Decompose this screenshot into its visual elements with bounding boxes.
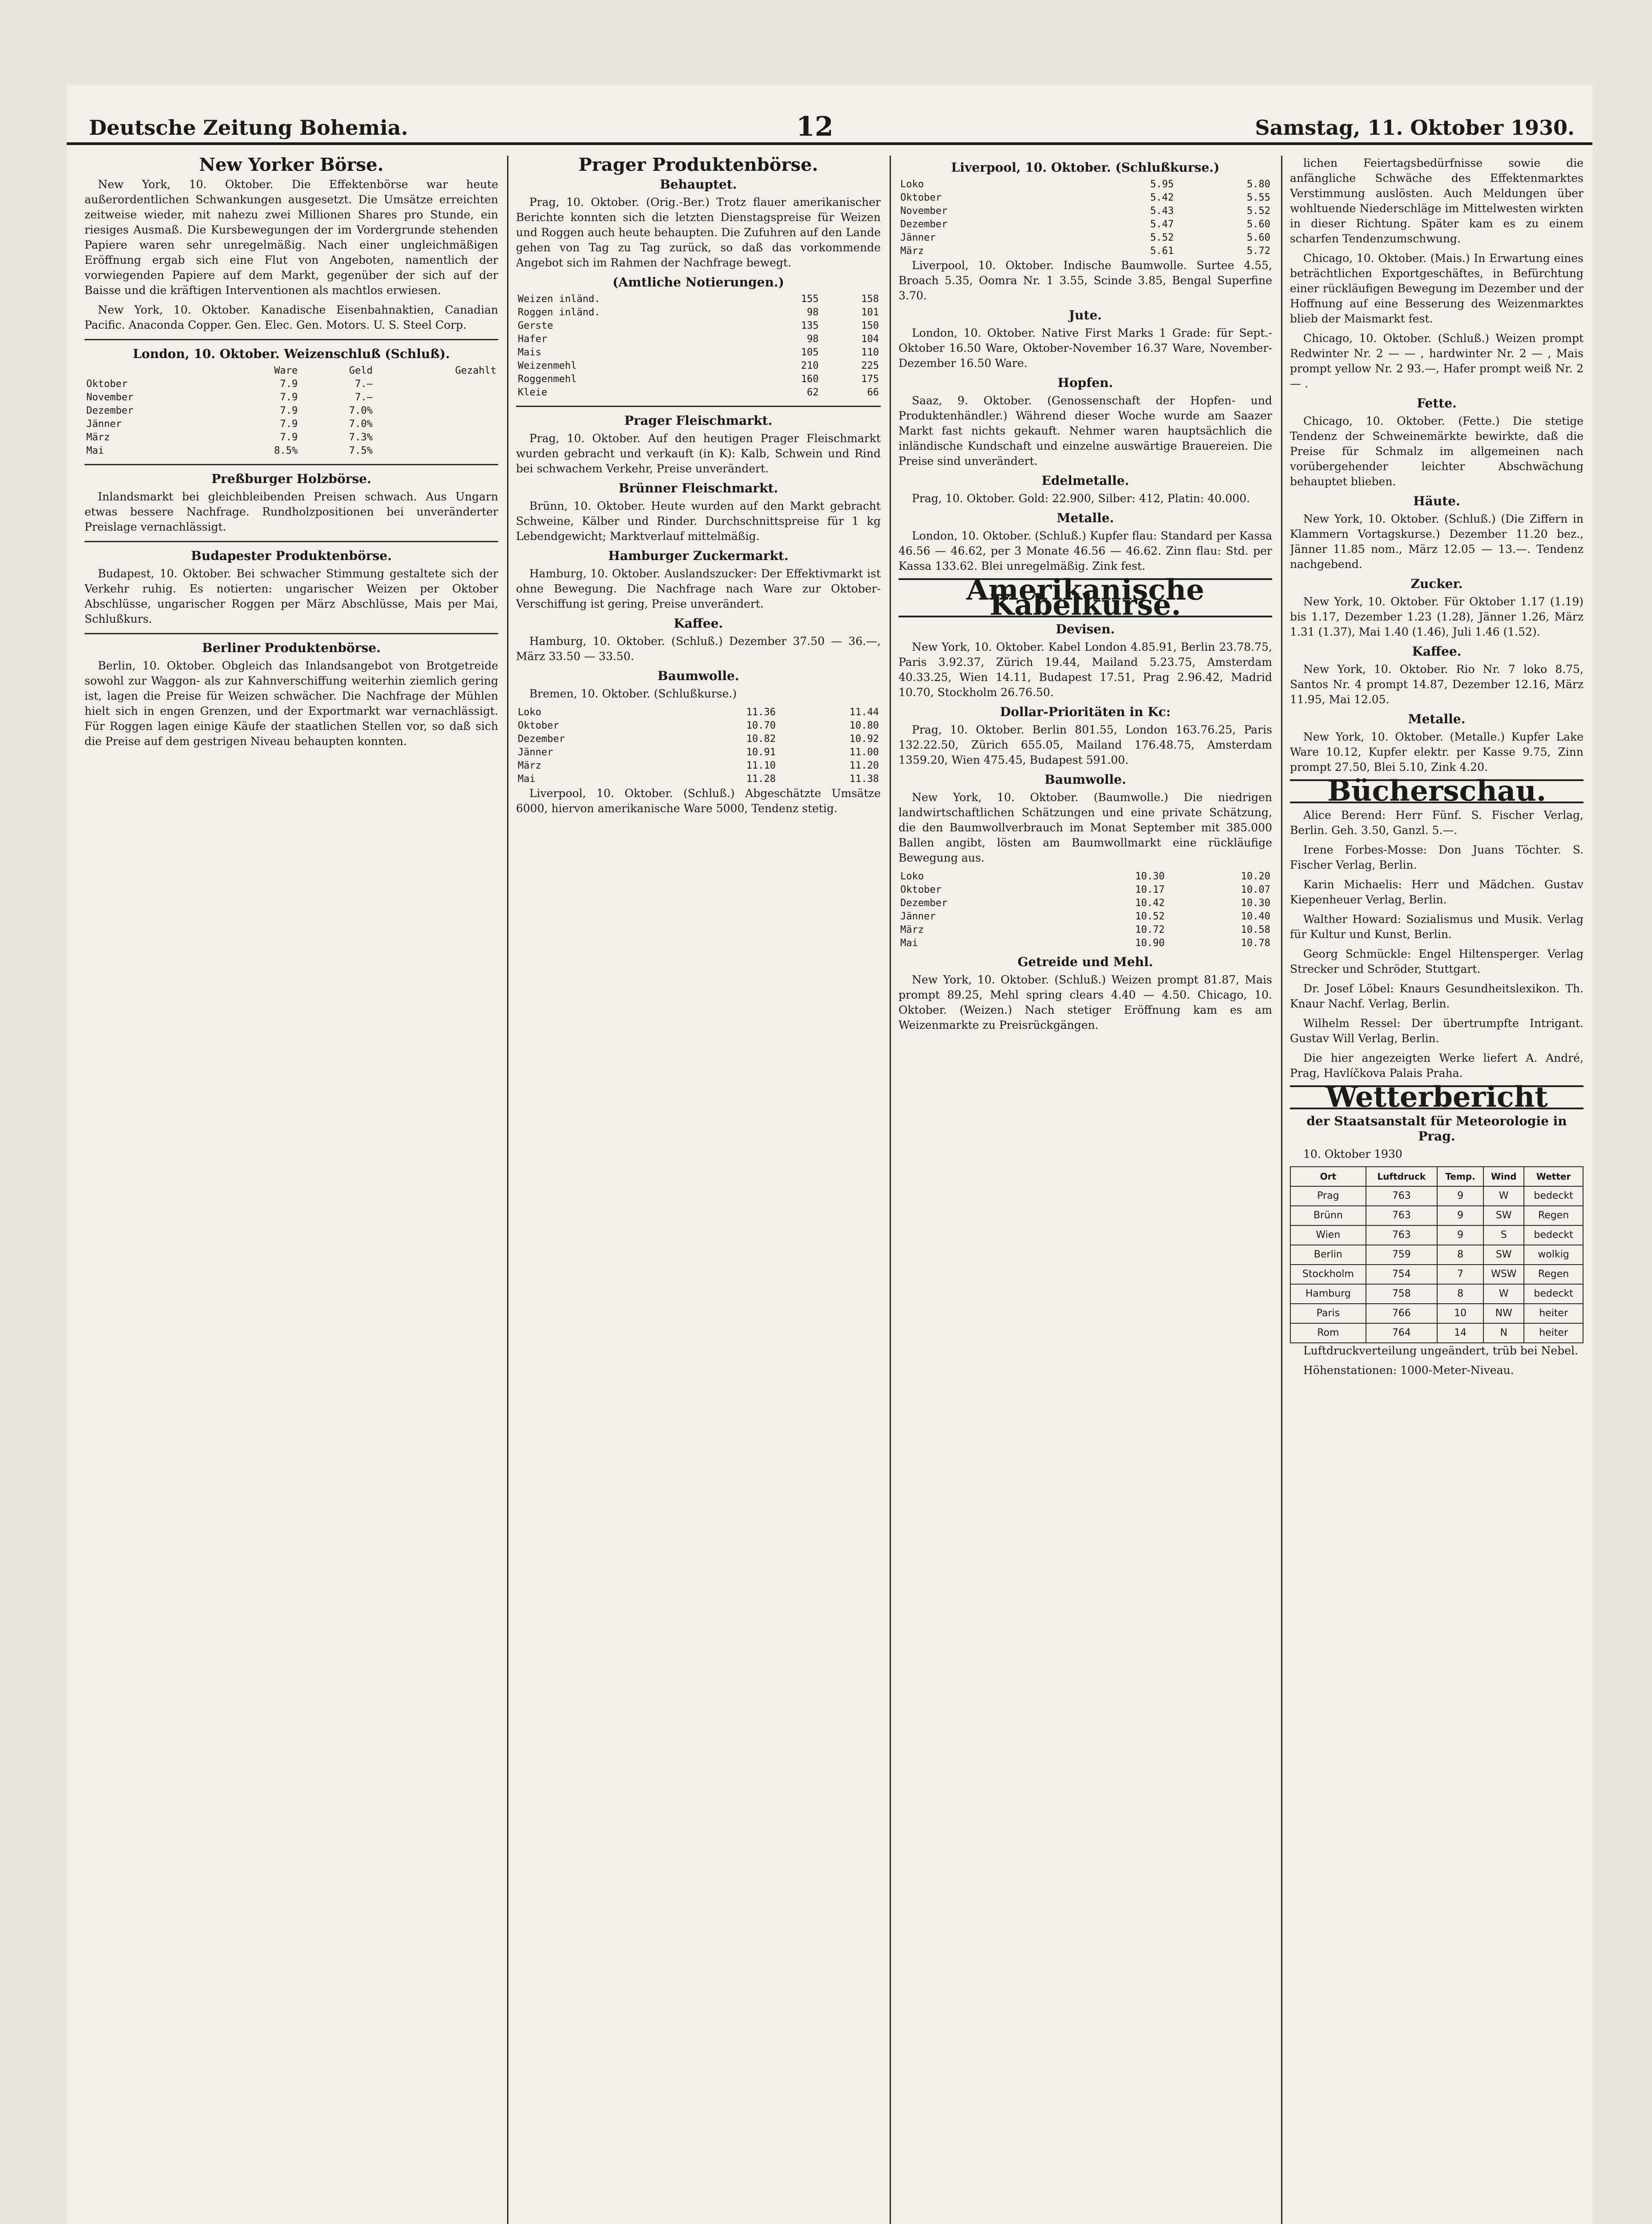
berlin-title: Berliner Produktenbörse. [202, 641, 381, 655]
pressburg-text: Inlandsmarkt bei gleichbleibenden Preisen schwach. Aus Ungarn etwas bessere Nachfrage. Rundholzpositionen bei unveränderter Preislage vernachlässigt. [85, 490, 498, 533]
book-entry: Walther Howard: Sozialismus und Musik. Verlag für Kultur und Kunst, Berlin. [1290, 913, 1584, 941]
liverpool-text: Liverpool, 10. Oktober. (Schluß.) Abgeschätzte Umsätze 6000, hiervon amerikanische Ware 5000, Tendenz stetig. [516, 787, 881, 815]
weather-note: Luftdruckverteilung ungeändert, trüb bei Nebel. [1303, 1344, 1578, 1357]
table-row: Hamburg 758 8 W bedeckt [1290, 1284, 1583, 1304]
table-row: Loko 11.36 11.44 [518, 707, 879, 718]
coffee-ny-text: New York, 10. Oktober. Rio Nr. 7 loko 8.75, Santos Nr. 4 prompt 14.87, Dezember 12.16, März 11.95, Mai 12.05. [1290, 663, 1584, 706]
metals-text: London, 10. Oktober. (Schluß.) Kupfer flau: Standard per Kassa 46.56 — 46.62, per 3 Monate 46.56 — 46.62. Zinn flau: Std. per Kassa 133.62. Blei unregelmäßig. Zink fest. [899, 529, 1272, 572]
table-row: Mais 105 110 [518, 347, 879, 358]
book-entry: Dr. Josef Löbel: Knaurs Gesundheitslexikon. Th. Knaur Nachf. Verlag, Berlin. [1290, 982, 1584, 1010]
table-row: Loko 10.30 10.20 [900, 871, 1270, 882]
ny-cotton-table [899, 870, 1272, 950]
table-row: Oktober 7.9 7.— [86, 379, 373, 390]
table-row: Roggenmehl 160 175 [518, 374, 879, 385]
budapest-text: Budapest, 10. Oktober. Bei schwacher Stimmung gestaltete sich der Verkehr ruhig. Es notierten: ungarischer Weizen per Oktober Abschlüsse, ungarischer Roggen per März Abschlüsse, Mais per Mai, Schlußkurs. [85, 567, 498, 625]
table-row: Prag 763 9 W bedeckt [1290, 1186, 1583, 1206]
table-row: Jänner 10.52 10.40 [900, 911, 1270, 922]
table-row: Kleie 62 66 [518, 387, 879, 398]
book-entry: Wilhelm Ressel: Der übertrumpfte Intrigant. Gustav Will Verlag, Berlin. [1290, 1017, 1584, 1045]
precious-metals-title: Edelmetalle. [1041, 473, 1129, 488]
liverpool-table [899, 178, 1272, 258]
prague-produce-subtitle: Behauptet. [660, 177, 737, 192]
book-review-title: Bücherschau. [1290, 779, 1584, 803]
fats-title: Fette. [1417, 396, 1457, 411]
american-cable-rates-title: Amerikanische Kabelkurse. [899, 578, 1272, 617]
table-row: Weizen inländ. 155 158 [518, 294, 879, 305]
cotton-head: Bremen, 10. Oktober. (Schlußkurse.) [529, 687, 737, 700]
hops-title: Hopfen. [1057, 375, 1113, 390]
table-row: Stockholm 754 7 WSW Regen [1290, 1265, 1583, 1284]
table-row: Dezember 5.47 5.60 [900, 219, 1270, 230]
ny-exchange-text: New York, 10. Oktober. Die Effektenbörse war heute außerordentlichen Schwankungen ausgesetzt. Die Umsätze erreichten zeitweise wieder, mit nahezu zwei Millionen Shares pro Stunde, ein riesiges Ausmaß. Die Kursbewegungen der im Vordergrunde stehenden Papiere waren sehr unregelmäßig. Nach einer ungleichmäßigen Eröffnung ergab sich eine Flut von Angeboten, namentlich der vorwiegenden Papiere auf dem Markt, gegenüber der sich auf der Baisse und die kräftigen Interventionen als machtlos erwiesen. [85, 178, 498, 297]
hops-text: Saaz, 9. Oktober. (Genossenschaft der Hopfen- und Produktenhändler.) Während dieser Woche wurde am Saazer Markt fast nichts gekauft. Nehmer waren hauptsächlich die inländische Kundschaft und einzelne auswärtige Brauereien. Die Preise sind unverändert. [899, 394, 1272, 467]
weather-date: 10. Oktober 1930 [1303, 1148, 1402, 1160]
metals-ny-text: New York, 10. Oktober. (Metalle.) Kupfer Lake Ware 10.12, Kupfer elektr. per Kasse 9.75, Zinn prompt 27.50, Blei 5.10, Zink 4.20. [1290, 730, 1584, 774]
prague-quotes-table [516, 293, 881, 399]
table-row: Jänner 7.9 7.0% [86, 419, 373, 430]
precious-metals-text: Prag, 10. Oktober. Gold: 22.900, Silber: 412, Platin: 40.000. [912, 492, 1250, 505]
devisen-title: Devisen. [1056, 622, 1115, 637]
prague-meat-title: Prager Fleischmarkt. [624, 413, 773, 428]
table-row: März 5.61 5.72 [900, 246, 1270, 257]
brno-meat-text: Brünn, 10. Oktober. Heute wurden auf den Markt gebracht Schweine, Kälber und Rinder. Durchschnittspreise für 1 kg Lebendgewicht; Marktverlauf mittelmäßig. [516, 500, 881, 543]
devisen-text: New York, 10. Oktober. Kabel London 4.85.91, Berlin 23.78.75, Paris 3.92.37, Zürich 19.44, Mailand 5.23.75, Amsterdam 40.33.25, Wien 14.11, Budapest 17.51, Prag 2.96.42, Madrid 10.70, Stockholm 26.76.50. [899, 641, 1272, 699]
table-row: Dezember 10.42 10.30 [900, 898, 1270, 909]
book-entry: Karin Michaelis: Herr und Mädchen. Gustav Kiepenheuer Verlag, Berlin. [1290, 878, 1584, 906]
table-row: Weizenmehl 210 225 [518, 360, 879, 371]
book-entry: Alice Berend: Herr Fünf. S. Fischer Verlag, Berlin. Geh. 3.50, Ganzl. 5.—. [1290, 809, 1584, 837]
indian-cotton-text: Liverpool, 10. Oktober. Indische Baumwolle. Surtee 4.55, Broach 5.35, Oomra Nr. 1 3.55, Scinde 3.85, Bengal Superfine 3.70. [899, 259, 1272, 302]
table-row: November 5.43 5.52 [900, 205, 1270, 217]
dollar-title: Dollar-Prioritäten in Kc: [1000, 705, 1171, 719]
prague-meat-text: Prag, 10. Oktober. Auf den heutigen Prager Fleischmarkt wurden gebracht und verkauft (in K): Kalb, Schwein und Rind bei schwachem Verkehr, Preise unverändert. [516, 432, 881, 475]
prague-produce-title: Prager Produktenbörse. [578, 156, 818, 175]
hides-title: Häute. [1413, 494, 1460, 508]
bremen-cotton-table [516, 706, 881, 786]
coffee-ny-title: Kaffee. [1412, 644, 1462, 659]
hamburg-sugar-text: Hamburg, 10. Oktober. Auslandszucker: Der Effektivmarkt ist ohne Bewegung. Die Nachfrage nach Ware zur Oktober-Verschiffung ist gering, Preise unverändert. [516, 567, 881, 610]
table-row: Hafer 98 104 [518, 334, 879, 345]
table-row: Paris 766 10 NW heiter [1290, 1304, 1583, 1323]
grain-text: New York, 10. Oktober. (Schluß.) Weizen prompt 81.87, Mais prompt 89.25, Mehl spring clears 4.40 — 4.50. Chicago, 10. Oktober. (Weizen.) Nach stetiger Eröffnung kam es am Weizenmarkte zu Preisrückgängen. [899, 973, 1272, 1031]
table-row: Berlin 759 8 SW wolkig [1290, 1245, 1583, 1265]
column-2 [516, 156, 881, 2224]
column-4 [1290, 156, 1584, 2224]
masthead [67, 111, 1592, 145]
metals-title: Metalle. [1056, 511, 1114, 525]
table-row: Wien 763 9 S bedeckt [1290, 1225, 1583, 1245]
cotton-ny-text: New York, 10. Oktober. (Baumwolle.) Die niedrigen landwirtschaftlichen Schätzungen und eine private Schätzung, die den Baumwollverbrauch im Monat September mit 385.000 Ballen angibt, lösten am Baumwollmarkt eine rückläufige Bewegung aus. [899, 791, 1272, 864]
chicago-close-text: Chicago, 10. Oktober. (Schluß.) Weizen prompt Redwinter Nr. 2 — — , hardwinter Nr. 2 — , Mais prompt yellow Nr. 2 93.—, Hafer prompt weiß Nr. 2 — . [1290, 332, 1584, 390]
book-entry: Irene Forbes-Mosse: Don Juans Töchter. S. Fischer Verlag, Berlin. [1290, 843, 1584, 871]
weather-subtitle: der Staatsanstalt für Meteorologie in Prag. [1306, 1114, 1567, 1144]
coffee-text: Hamburg, 10. Oktober. (Schluß.) Dezember 37.50 — 36.—, März 33.50 — 33.50. [516, 635, 881, 663]
table-row: Dezember 7.9 7.0% [86, 405, 373, 416]
table-row: Oktober 10.70 10.80 [518, 720, 879, 731]
table-row: Oktober 5.42 5.55 [900, 192, 1270, 203]
cotton-title: Baumwolle. [657, 669, 739, 683]
table-row: Mai 10.90 10.78 [900, 938, 1270, 949]
weather-table: Ort Luftdruck Temp. Wind Wetter Prag 763 9 W bedeckt Brünn 763 9 SW Regen Wien 763 9 S bedeckt Berlin 759 8 SW wolkig Stockholm 754 7 WSW Regen Hamburg 758 8 W bedeckt Paris 766 10 NW heiter Rom 764 14 N heiter [1290, 1166, 1584, 1343]
table-row: Rom 764 14 N heiter [1290, 1323, 1583, 1343]
sugar-title: Zucker. [1410, 576, 1463, 591]
issue-date: Samstag, 11. Oktober 1930. [1255, 116, 1575, 140]
table-row: Mai 11.28 11.38 [518, 774, 879, 785]
official-quotes-title: (Amtliche Notierungen.) [612, 275, 784, 290]
table-row: Loko 5.95 5.80 [900, 179, 1270, 190]
metals-ny-title: Metalle. [1408, 712, 1466, 726]
table-row: Jänner 10.91 11.00 [518, 747, 879, 758]
liverpool-title: Liverpool, 10. Oktober. (Schlußkurse.) [951, 160, 1220, 175]
london-title: London, 10. Oktober. Weizenschluß (Schluß). [133, 346, 450, 361]
coffee-title: Kaffee. [673, 616, 723, 631]
table-row: Gerste 135 150 [518, 320, 879, 331]
pressburg-title: Preßburger Holzbörse. [211, 471, 371, 486]
jute-title: Jute. [1068, 308, 1102, 322]
london-table: Ware Geld Gezahlt Oktober 7.9 7.— November 7.9 7.— Dezember 7.9 7.0% Jänner 7.9 7.0% März 7.9 7.3% Mai 8.5% 7.5% [85, 364, 498, 458]
hides-text: New York, 10. Oktober. (Schluß.) (Die Ziffern in Klammern Vortagskurse.) Dezember 11.20 bez., Jänner 11.85 nom., März 12.05 — 13.—. Tendenz nachgebend. [1290, 512, 1584, 571]
chicago-corn-text: Chicago, 10. Oktober. (Mais.) In Erwartung eines beträchtlichen Exportgeschäftes, in Befürchtung einer rückläufigen Bewegung im Dezember und der Hoffnung auf eine Besserung des Weizenmarktes blieb der Maismarkt fest. [1290, 252, 1584, 325]
ny-exchange-title: New Yorker Börse. [199, 156, 384, 175]
table-row: November 7.9 7.— [86, 392, 373, 403]
table-row: Mai 8.5% 7.5% [86, 445, 373, 456]
table-row: März 7.9 7.3% [86, 432, 373, 443]
column-1 [85, 156, 498, 2224]
grain-title: Getreide und Mehl. [1017, 955, 1153, 969]
table-row: März 10.72 10.58 [900, 924, 1270, 935]
table-row: Brünn 763 9 SW Regen [1290, 1206, 1583, 1225]
dollar-text: Prag, 10. Oktober. Berlin 801.55, London 163.76.25, Paris 132.22.50, Zürich 655.05, Mailand 176.48.75, Amsterdam 1359.20, Wien 475.45, Budapest 591.00. [899, 723, 1272, 766]
cotton-ny-title: Baumwolle. [1044, 772, 1126, 787]
table-row: März 11.10 11.20 [518, 760, 879, 771]
newspaper-page [67, 85, 1592, 2224]
table-row: Oktober 10.17 10.07 [900, 884, 1270, 895]
weather-report-title: Wetterbericht [1290, 1085, 1584, 1109]
page-number: 12 [796, 111, 834, 142]
newspaper-name: Deutsche Zeitung Bohemia. [89, 116, 408, 140]
jute-text: London, 10. Oktober. Native First Marks 1 Grade: für Sept.-Oktober 16.50 Ware, Oktober-November 16.37 Ware, November-Dezember 16.50 Ware. [899, 326, 1272, 370]
books-note: Die hier angezeigten Werke liefert A. André, Prag, Havlíčkova Palais Praha. [1290, 1052, 1584, 1080]
col4-intro: lichen Feiertagsbedürfnisse sowie die anfängliche Schwäche des Effektenmarktes Verstimmung auslösten. Auch Meldungen über wohltuende Niederschläge im Mittelwesten wirkten in dieser Richtung. Später kam es zu einem scharfen Tendenzumschwung. [1290, 157, 1584, 245]
hamburg-sugar-title: Hamburger Zuckermarkt. [608, 548, 789, 563]
ny-exchange-text-2: New York, 10. Oktober. Kanadische Eisenbahnaktien, Canadian Pacific. Anaconda Copper. Gen. Elec. Gen. Motors. U. S. Steel Corp. [85, 303, 498, 331]
book-entry: Georg Schmückle: Engel Hiltensperger. Verlag Strecker und Schröder, Stuttgart. [1290, 947, 1584, 975]
table-row: Roggen inländ. 98 101 [518, 307, 879, 318]
brno-meat-title: Brünner Fleischmarkt. [618, 481, 778, 496]
table-row: Dezember 10.82 10.92 [518, 733, 879, 745]
prague-produce-text: Prag, 10. Oktober. (Orig.-Ber.) Trotz flauer amerikanischer Berichte konnten sich die letzten Dienstagspreise für Weizen und Roggen auch heute behaupten. Die Zufuhren auf den Lande gehen von Tag zu Tag zurück, so daß das vorkommende Angebot sich im Rahmen der Nachfrage bewegt. [516, 196, 881, 269]
column-3 [899, 156, 1272, 2224]
weather-footer: Höhenstationen: 1000-Meter-Niveau. [1303, 1364, 1514, 1377]
sugar-text: New York, 10. Oktober. Für Oktober 1.17 (1.19) bis 1.17, Dezember 1.23 (1.28), Jänner 1.26, März 1.31 (1.37), Mai 1.40 (1.46), Juli 1.46 (1.52). [1290, 595, 1584, 638]
budapest-title: Budapester Produktenbörse. [191, 548, 392, 563]
berlin-text: Berlin, 10. Oktober. Obgleich das Inlandsangebot von Brotgetreide sowohl zur Waggon- als zur Kahnverschiffung weiterhin ziemlich gering ist, lagen die Preise für Weizen schwächer. Die Nachfrage der Mühlen hielt sich in engen Grenzen, und der Exportmarkt war vernachlässigt. Für Roggen lagen einige Käufe der staatlichen Stellen vor, so daß sich die Preise auf dem gestrigen Niveau behaupten konnten. [85, 659, 498, 748]
table-row: Jänner 5.52 5.60 [900, 232, 1270, 243]
fats-text: Chicago, 10. Oktober. (Fette.) Die stetige Tendenz der Schweinemärkte bewirkte, daß die Preise für Schmalz im allgemeinen nach vorübergehender leichter Abschwächung behauptet blieben. [1290, 415, 1584, 488]
